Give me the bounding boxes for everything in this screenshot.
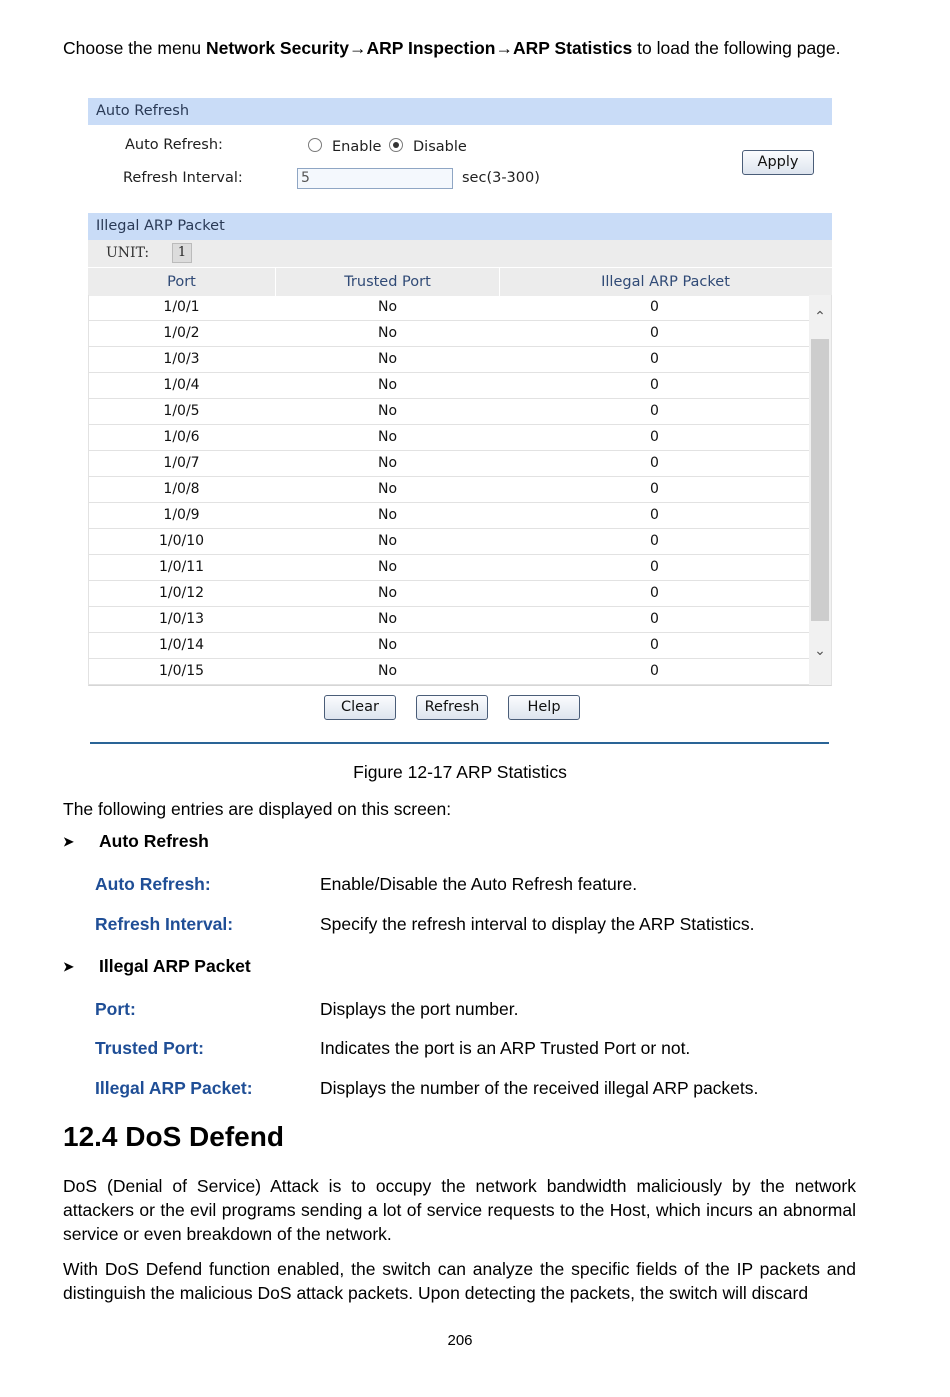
- table-row: [88, 659, 809, 685]
- entries-intro: The following entries are displayed on this screen:: [63, 799, 452, 819]
- refresh-interval-hint: sec(3-300): [462, 170, 540, 186]
- cell-trusted-port: No: [377, 455, 398, 471]
- cell-port: 1/0/6: [163, 429, 200, 445]
- cell-illegal-arp-packet: 0: [650, 325, 659, 341]
- cell-trusted-port: No: [377, 637, 398, 653]
- unit-label: UNIT:: [106, 245, 150, 261]
- col-port: Port: [167, 274, 196, 290]
- menu-path: Network Security→ARP Inspection→ARP Statistics: [206, 38, 633, 58]
- illegal-arp-section-title: Illegal ARP Packet: [88, 213, 832, 240]
- cell-port: 1/0/8: [163, 481, 200, 497]
- table-row: [88, 633, 809, 659]
- auto-refresh-section-title: Auto Refresh: [88, 98, 832, 125]
- enable-radio[interactable]: [308, 138, 322, 152]
- table-row: [88, 347, 809, 373]
- paragraph-1: DoS (Denial of Service) Attack is to occupy the network bandwidth maliciously by the network attackers or the evil programs sending a lot of service requests to the Host, which incurs an abnormal service or even breakdown of the network.: [63, 1176, 856, 1244]
- refresh-button[interactable]: Refresh: [416, 695, 488, 720]
- table-row: [88, 451, 809, 477]
- table-row: [88, 607, 809, 633]
- cell-port: 1/0/1: [163, 299, 200, 315]
- cell-trusted-port: No: [377, 403, 398, 419]
- section-heading: 12.4 DoS Defend: [63, 1121, 284, 1152]
- group-title-auto-refresh: ➤ Auto Refresh: [63, 831, 209, 851]
- table-row: [88, 581, 809, 607]
- cell-port: 1/0/9: [163, 507, 200, 523]
- def-auto-refresh: Enable/Disable the Auto Refresh feature.: [320, 874, 638, 894]
- col-trusted-port: Trusted Port: [344, 274, 431, 290]
- intro-text: [63, 36, 856, 60]
- refresh-interval-label: Refresh Interval:: [123, 170, 243, 186]
- table-body: [88, 295, 809, 685]
- table-header: [88, 267, 832, 296]
- cell-trusted-port: No: [377, 559, 398, 575]
- auto-refresh-label: Auto Refresh:: [125, 137, 223, 153]
- term-illegal-arp-packet: Illegal ARP Packet:: [95, 1078, 253, 1098]
- cell-port: 1/0/12: [158, 585, 205, 601]
- figure-caption: Figure 12-17 ARP Statistics: [353, 762, 567, 782]
- table-row: [88, 477, 809, 503]
- term-refresh-interval: Refresh Interval:: [95, 914, 234, 934]
- def-port: Displays the port number.: [320, 999, 519, 1019]
- clear-button[interactable]: Clear: [324, 695, 396, 720]
- cell-port: 1/0/3: [163, 351, 200, 367]
- enable-label: Enable: [332, 139, 382, 155]
- term-port: Port:: [95, 999, 136, 1019]
- cell-port: 1/0/10: [158, 533, 205, 549]
- cell-illegal-arp-packet: 0: [650, 377, 659, 393]
- disable-label: Disable: [413, 139, 467, 155]
- cell-trusted-port: No: [377, 663, 398, 679]
- cell-illegal-arp-packet: 0: [650, 429, 659, 445]
- table-row: [88, 295, 809, 321]
- cell-trusted-port: No: [377, 351, 398, 367]
- unit-button[interactable]: 1: [172, 243, 192, 263]
- apply-button[interactable]: Apply: [742, 150, 814, 175]
- cell-port: 1/0/14: [158, 637, 205, 653]
- scroll-up-icon[interactable]: ⌃: [814, 309, 826, 325]
- cell-trusted-port: No: [377, 429, 398, 445]
- term-trusted-port: Trusted Port:: [95, 1038, 204, 1058]
- group-title-illegal-arp: ➤ Illegal ARP Packet: [63, 956, 251, 976]
- unit-row: [88, 240, 832, 267]
- cell-illegal-arp-packet: 0: [650, 455, 659, 471]
- intro-suffix: to load the following page.: [632, 38, 841, 58]
- help-button[interactable]: Help: [508, 695, 580, 720]
- cell-port: 1/0/2: [163, 325, 200, 341]
- col-illegal-arp-packet: Illegal ARP Packet: [601, 274, 730, 290]
- table-row: [88, 373, 809, 399]
- cell-illegal-arp-packet: 0: [650, 403, 659, 419]
- scroll-down-icon[interactable]: ⌄: [814, 643, 826, 659]
- cell-port: 1/0/15: [158, 663, 205, 679]
- disable-radio[interactable]: [389, 138, 403, 152]
- cell-illegal-arp-packet: 0: [650, 507, 659, 523]
- table-row: [88, 425, 809, 451]
- paragraph-2: With DoS Defend function enabled, the switch can analyze the specific fields of the IP packets and distinguish the malicious DoS attack packets. Upon detecting the packets, the switch will discard: [63, 1259, 856, 1303]
- page-number: 206: [447, 1332, 473, 1349]
- cell-port: 1/0/5: [163, 403, 200, 419]
- cell-port: 1/0/4: [163, 377, 200, 393]
- intro-prefix: Choose the menu: [63, 38, 207, 58]
- cell-trusted-port: No: [377, 611, 398, 627]
- def-refresh-interval: Specify the refresh interval to display the ARP Statistics.: [320, 914, 755, 934]
- cell-illegal-arp-packet: 0: [650, 663, 659, 679]
- cell-trusted-port: No: [377, 325, 398, 341]
- cell-illegal-arp-packet: 0: [650, 585, 659, 601]
- term-auto-refresh: Auto Refresh:: [95, 874, 211, 894]
- cell-trusted-port: No: [377, 533, 398, 549]
- figure-divider: [90, 742, 829, 744]
- table-row: [88, 321, 809, 347]
- cell-illegal-arp-packet: 0: [650, 611, 659, 627]
- refresh-interval-input[interactable]: 5: [297, 168, 453, 189]
- cell-illegal-arp-packet: 0: [650, 637, 659, 653]
- cell-illegal-arp-packet: 0: [650, 559, 659, 575]
- table-row: [88, 555, 809, 581]
- cell-illegal-arp-packet: 0: [650, 351, 659, 367]
- cell-illegal-arp-packet: 0: [650, 533, 659, 549]
- cell-trusted-port: No: [377, 299, 398, 315]
- bullet-arrow-icon: ➤: [63, 959, 74, 974]
- cell-illegal-arp-packet: 0: [650, 299, 659, 315]
- cell-port: 1/0/13: [158, 611, 205, 627]
- def-illegal-arp-packet: Displays the number of the received illegal ARP packets.: [320, 1078, 759, 1098]
- table-row: [88, 399, 809, 425]
- def-trusted-port: Indicates the port is an ARP Trusted Port or not.: [320, 1038, 691, 1058]
- cell-port: 1/0/11: [158, 559, 205, 575]
- cell-trusted-port: No: [377, 481, 398, 497]
- scroll-thumb[interactable]: [811, 339, 829, 621]
- table-row: [88, 529, 809, 555]
- cell-trusted-port: No: [377, 507, 398, 523]
- cell-trusted-port: No: [377, 585, 398, 601]
- cell-port: 1/0/7: [163, 455, 200, 471]
- bullet-arrow-icon: ➤: [63, 834, 74, 849]
- cell-trusted-port: No: [377, 377, 398, 393]
- table-scrollbar[interactable]: [809, 295, 831, 685]
- table-row: [88, 503, 809, 529]
- cell-illegal-arp-packet: 0: [650, 481, 659, 497]
